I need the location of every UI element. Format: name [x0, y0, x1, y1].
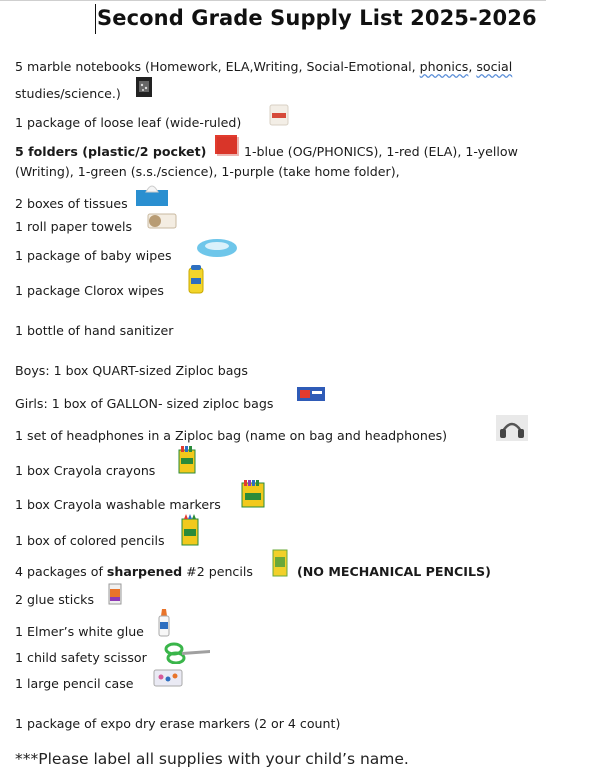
item-folders-line2: (Writing), 1-green (s.s./science), 1-purple (take home folder), — [15, 164, 400, 179]
page-title: Second Grade Supply List 2025-2026 — [97, 6, 537, 30]
markers-icon — [241, 480, 265, 508]
item-notebooks-line1 — [15, 59, 512, 74]
crayons-icon — [178, 446, 196, 474]
item-pencils — [15, 564, 253, 579]
baby-wipes-icon — [195, 236, 239, 260]
footer-note: ***Please label all supplies with your child’s name. — [15, 750, 409, 768]
clorox-wipes-icon — [187, 264, 205, 294]
pencils-icon — [272, 549, 288, 577]
item-sanitizer: 1 bottle of hand sanitizer — [15, 323, 174, 338]
item-expo-markers: 1 package of expo dry erase markers (2 or 4 count) — [15, 716, 341, 731]
item-glue-sticks: 2 glue sticks — [15, 592, 95, 607]
item-tissues: 2 boxes of tissues — [15, 196, 128, 211]
text-cursor — [95, 4, 96, 34]
page-top-border — [0, 0, 546, 1]
item-text-phonics: phonics — [419, 59, 469, 74]
item-text: 5 marble notebooks (Homework, ELA,Writing, Social-Emotional, — [15, 59, 420, 74]
item-notebooks-line2: studies/science.) — [15, 86, 121, 101]
item-text-bold: 5 folders (plastic/2 pocket) — [15, 144, 207, 159]
item-boys-ziploc: Boys: 1 box QUART-sized Ziploc bags — [15, 363, 248, 378]
item-pencil-case: 1 large pencil case — [15, 676, 134, 691]
item-clorox-wipes: 1 package Clorox wipes — [15, 283, 164, 298]
paper-towel-icon — [146, 212, 180, 230]
pencil-case-icon — [153, 668, 183, 688]
item-scissor: 1 child safety scissor — [15, 650, 147, 665]
glue-stick-icon — [107, 583, 123, 605]
item-folders-line1 — [15, 144, 206, 159]
tissue-box-icon — [132, 180, 172, 208]
colored-pencils-icon — [181, 514, 199, 546]
headphones-icon — [496, 415, 528, 441]
elmers-glue-icon — [157, 609, 171, 637]
item-markers: 1 box Crayola washable markers — [15, 497, 221, 512]
item-girls-ziploc: Girls: 1 box of GALLON- sized ziploc bags — [15, 396, 274, 411]
item-text-social: social — [476, 59, 513, 74]
item-crayons: 1 box Crayola crayons — [15, 463, 156, 478]
ziploc-box-icon — [296, 385, 326, 403]
item-text: 4 packages of — [15, 564, 107, 579]
item-folders-colors: 1-blue (OG/PHONICS), 1-red (ELA), 1-yellow — [244, 144, 518, 159]
item-text: #2 pencils — [182, 564, 253, 579]
item-text-sharpened: sharpened — [106, 564, 183, 579]
folder-icon — [214, 134, 240, 156]
item-loose-leaf: 1 package of loose leaf (wide-ruled) — [15, 115, 242, 130]
scissors-icon — [164, 642, 212, 664]
item-pencils-note: (NO MECHANICAL PENCILS) — [297, 564, 491, 579]
item-headphones: 1 set of headphones in a Ziploc bag (name on bag and headphones) — [15, 428, 448, 443]
item-text-sep: , — [468, 59, 477, 74]
item-elmers-glue: 1 Elmer’s white glue — [15, 624, 144, 639]
loose-leaf-icon — [269, 104, 289, 126]
notebook-icon — [136, 77, 152, 97]
item-paper-towels: 1 roll paper towels — [15, 219, 133, 234]
item-colored-pencils: 1 box of colored pencils — [15, 533, 165, 548]
item-baby-wipes: 1 package of baby wipes — [15, 248, 172, 263]
